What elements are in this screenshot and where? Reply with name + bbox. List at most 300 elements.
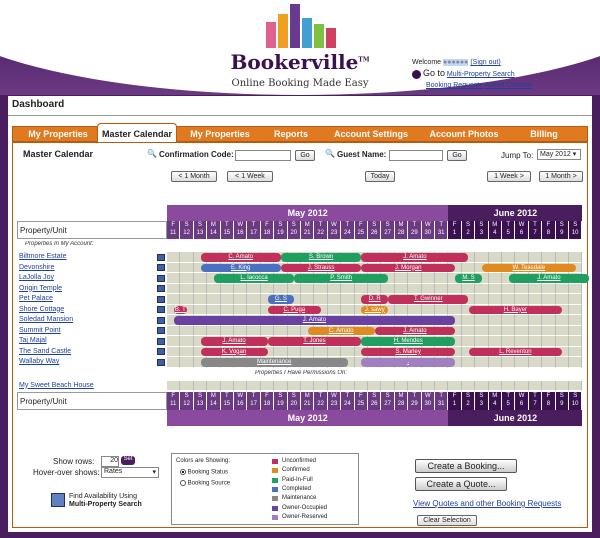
prev-month-button[interactable]: < 1 Month: [171, 171, 217, 182]
calendar-cell[interactable]: [475, 315, 488, 326]
calendar-cell[interactable]: [435, 284, 448, 295]
calendar-cell[interactable]: [569, 315, 582, 326]
day-header[interactable]: S 2: [462, 392, 475, 410]
calendar-cell[interactable]: [569, 336, 582, 347]
calendar-cell[interactable]: [529, 381, 542, 392]
booking-bar[interactable]: H. Mendes: [361, 337, 455, 346]
calendar-cell[interactable]: [489, 326, 502, 337]
booking-bar[interactable]: Maintenance: [201, 358, 348, 367]
booking-bar[interactable]: J. Amato: [361, 253, 468, 262]
booking-bar[interactable]: M. S: [455, 274, 482, 283]
calendar-cell[interactable]: [408, 273, 421, 284]
booking-bar[interactable]: L. Reventon: [469, 348, 563, 357]
show-rows-input[interactable]: 20: [101, 456, 119, 467]
property-link[interactable]: Shore Cottage: [19, 305, 65, 313]
calendar-cell[interactable]: [207, 294, 220, 305]
calendar-cell[interactable]: [569, 305, 582, 316]
calendar-cell[interactable]: [529, 357, 542, 368]
booking-bar[interactable]: C. Amato: [201, 253, 281, 262]
calendar-cell[interactable]: [542, 294, 555, 305]
calendar-cell[interactable]: [167, 294, 180, 305]
calendar-icon[interactable]: [157, 348, 165, 355]
calendar-cell[interactable]: [167, 284, 180, 295]
day-header[interactable]: W 30: [422, 221, 435, 239]
calendar-cell[interactable]: [194, 284, 207, 295]
calendar-icon[interactable]: [157, 359, 165, 366]
next-week-button[interactable]: 1 Week >: [487, 171, 531, 182]
calendar-cell[interactable]: [529, 315, 542, 326]
calendar-cell[interactable]: [368, 381, 381, 392]
calendar-cell[interactable]: [408, 305, 421, 316]
day-header[interactable]: W 16: [234, 221, 247, 239]
booking-bar[interactable]: S. Brown: [281, 253, 361, 262]
calendar-cell[interactable]: [355, 381, 368, 392]
day-header[interactable]: W 30: [422, 392, 435, 410]
calendar-cell[interactable]: [167, 347, 180, 358]
calendar-cell[interactable]: [462, 326, 475, 337]
calendar-cell[interactable]: [274, 381, 287, 392]
property-link[interactable]: Devonshire: [19, 263, 55, 271]
property-link[interactable]: Summit Point: [19, 326, 61, 334]
calendar-cell[interactable]: [462, 381, 475, 392]
booking-bar[interactable]: W. Teasdale: [482, 264, 576, 273]
day-header[interactable]: S 3: [475, 392, 488, 410]
calendar-cell[interactable]: [247, 326, 260, 337]
clear-selection-button[interactable]: Clear Selection: [417, 515, 477, 526]
booking-bar[interactable]: B. T: [174, 306, 186, 313]
calendar-cell[interactable]: [529, 336, 542, 347]
calendar-cell[interactable]: [180, 347, 193, 358]
calendar-cell[interactable]: [180, 294, 193, 305]
calendar-cell[interactable]: [341, 284, 354, 295]
calendar-cell[interactable]: [475, 357, 488, 368]
calendar-cell[interactable]: [274, 284, 287, 295]
property-link[interactable]: The Sand Castle: [19, 347, 72, 355]
calendar-cell[interactable]: [381, 284, 394, 295]
calendar-cell[interactable]: [328, 305, 341, 316]
day-header[interactable]: T 17: [247, 392, 260, 410]
day-header[interactable]: T 17: [247, 221, 260, 239]
calendar-cell[interactable]: [569, 326, 582, 337]
jump-select[interactable]: [537, 149, 581, 160]
calendar-cell[interactable]: [261, 284, 274, 295]
calendar-cell[interactable]: [274, 326, 287, 337]
calendar-cell[interactable]: [569, 357, 582, 368]
day-header[interactable]: S 27: [381, 221, 394, 239]
calendar-cell[interactable]: [515, 252, 528, 263]
multi-property-search-link[interactable]: Multi-Property Search: [446, 71, 515, 78]
calendar-cell[interactable]: [194, 326, 207, 337]
calendar-cell[interactable]: [542, 357, 555, 368]
calendar-cell[interactable]: [194, 294, 207, 305]
calendar-cell[interactable]: [234, 294, 247, 305]
calendar-cell[interactable]: [180, 252, 193, 263]
day-header[interactable]: S 12: [180, 221, 193, 239]
calendar-cell[interactable]: [234, 381, 247, 392]
calendar-cell[interactable]: [502, 381, 515, 392]
calendar-cell[interactable]: [167, 252, 180, 263]
calendar-cell[interactable]: [395, 273, 408, 284]
calendar-cell[interactable]: [569, 347, 582, 358]
calendar-cell[interactable]: [475, 381, 488, 392]
calendar-cell[interactable]: [341, 381, 354, 392]
calendar-cell[interactable]: [515, 315, 528, 326]
calendar-cell[interactable]: [180, 357, 193, 368]
today-button[interactable]: Today: [365, 171, 395, 182]
day-header[interactable]: F 1: [448, 392, 461, 410]
day-header[interactable]: F 18: [261, 392, 274, 410]
booking-bar[interactable]: J. Strauss: [281, 264, 361, 273]
calendar-cell[interactable]: [529, 294, 542, 305]
day-header[interactable]: F 1: [448, 221, 461, 239]
calendar-cell[interactable]: [542, 381, 555, 392]
calendar-icon[interactable]: [157, 296, 165, 303]
calendar-cell[interactable]: [462, 336, 475, 347]
calendar-cell[interactable]: [489, 284, 502, 295]
booking-bar[interactable]: T. Jones: [268, 337, 362, 346]
calendar-cell[interactable]: [234, 326, 247, 337]
booking-bar[interactable]: J. sawy: [361, 306, 388, 315]
calendar-cell[interactable]: [556, 336, 569, 347]
calendar-cell[interactable]: [381, 381, 394, 392]
calendar-cell[interactable]: [422, 284, 435, 295]
calendar-cell[interactable]: [529, 326, 542, 337]
day-header[interactable]: S 12: [180, 392, 193, 410]
tab-account-settings[interactable]: Account Settings: [333, 129, 408, 139]
calendar-cell[interactable]: [542, 326, 555, 337]
calendar-cell[interactable]: [395, 381, 408, 392]
day-header[interactable]: M 21: [301, 392, 314, 410]
day-header[interactable]: W 6: [515, 221, 528, 239]
calendar-cell[interactable]: [247, 294, 260, 305]
calendar-cell[interactable]: [502, 326, 515, 337]
calendar-cell[interactable]: [180, 336, 193, 347]
day-header[interactable]: T 29: [408, 221, 421, 239]
property-link[interactable]: Pet Palace: [19, 295, 53, 302]
calendar-cell[interactable]: [435, 305, 448, 316]
calendar-cell[interactable]: [288, 347, 301, 358]
day-header[interactable]: M 21: [301, 221, 314, 239]
calendar-cell[interactable]: [542, 315, 555, 326]
booking-bar[interactable]: S. Marley: [361, 348, 455, 357]
calendar-cell[interactable]: [489, 252, 502, 263]
calendar-cell[interactable]: [247, 381, 260, 392]
calendar-cell[interactable]: [301, 294, 314, 305]
calendar-cell[interactable]: [288, 326, 301, 337]
sign-out-link[interactable]: (Sign out): [470, 59, 501, 66]
calendar-cell[interactable]: [515, 294, 528, 305]
calendar-cell[interactable]: [475, 326, 488, 337]
prev-week-button[interactable]: < 1 Week: [227, 171, 273, 182]
booking-requests-link[interactable]: Booking Requests: [426, 82, 483, 89]
calendar-cell[interactable]: [395, 305, 408, 316]
day-header[interactable]: F 11: [167, 392, 180, 410]
booking-bar[interactable]: G. S: [268, 295, 295, 304]
calendar-cell[interactable]: [422, 273, 435, 284]
calendar-cell[interactable]: [475, 284, 488, 295]
day-header[interactable]: T 31: [435, 221, 448, 239]
tab-reports[interactable]: Reports: [273, 129, 308, 139]
calendar-cell[interactable]: [328, 284, 341, 295]
find-availability[interactable]: [69, 493, 142, 509]
property-link[interactable]: Biltmore Estate: [19, 253, 67, 260]
calendar-cell[interactable]: [556, 357, 569, 368]
create-booking-button[interactable]: Create a Booking...: [415, 459, 517, 473]
day-header[interactable]: W 23: [328, 221, 341, 239]
booking-bar[interactable]: P. Smith: [294, 274, 388, 283]
calendar-cell[interactable]: [341, 305, 354, 316]
confirmation-input[interactable]: [235, 150, 291, 161]
booking-bar[interactable]: J. Amato: [509, 274, 589, 283]
day-header[interactable]: T 29: [408, 392, 421, 410]
calendar-cell[interactable]: [408, 381, 421, 392]
calendar-cell[interactable]: [489, 381, 502, 392]
calendar-cell[interactable]: [341, 347, 354, 358]
calendar-cell[interactable]: [355, 284, 368, 295]
day-header[interactable]: F 11: [167, 221, 180, 239]
calendar-icon[interactable]: [157, 317, 165, 324]
day-header[interactable]: S 10: [569, 221, 582, 239]
calendar-cell[interactable]: [328, 381, 341, 392]
calendar-cell[interactable]: [314, 284, 327, 295]
day-header[interactable]: W 23: [328, 392, 341, 410]
create-quote-button[interactable]: Create a Quote...: [415, 477, 507, 491]
confirmation-go-button[interactable]: Go: [295, 150, 315, 161]
calendar-cell[interactable]: [502, 294, 515, 305]
property-link[interactable]: Wallaby Way: [19, 358, 60, 365]
calendar-cell[interactable]: [422, 381, 435, 392]
booking-bar[interactable]: L. Iacocca: [214, 274, 294, 283]
calendar-cell[interactable]: [475, 252, 488, 263]
calendar-cell[interactable]: [194, 273, 207, 284]
calendar-cell[interactable]: [502, 357, 515, 368]
calendar-cell[interactable]: [408, 284, 421, 295]
calendar-cell[interactable]: [448, 305, 461, 316]
booking-bar[interactable]: K. Vogan: [201, 348, 268, 357]
logo[interactable]: [230, 4, 370, 94]
set-button[interactable]: Set: [121, 456, 135, 465]
calendar-icon[interactable]: [157, 338, 165, 345]
day-header[interactable]: S 9: [556, 221, 569, 239]
day-header[interactable]: T 15: [221, 221, 234, 239]
calendar-icon[interactable]: [157, 264, 165, 271]
calendar-cell[interactable]: [462, 284, 475, 295]
day-header[interactable]: W 6: [515, 392, 528, 410]
calendar-cell[interactable]: [515, 381, 528, 392]
booking-bar[interactable]: J. Amato: [174, 316, 455, 325]
day-header[interactable]: S 19: [274, 221, 287, 239]
calendar-cell[interactable]: [502, 252, 515, 263]
calendar-cell[interactable]: [221, 305, 234, 316]
calendar-cell[interactable]: [221, 381, 234, 392]
day-header[interactable]: S 20: [288, 392, 301, 410]
calendar-cell[interactable]: [194, 305, 207, 316]
calendar-cell[interactable]: [462, 357, 475, 368]
day-header[interactable]: M 4: [489, 221, 502, 239]
calendar-cell[interactable]: [314, 294, 327, 305]
day-header[interactable]: S 19: [274, 392, 287, 410]
calendar-cell[interactable]: [422, 305, 435, 316]
calendar-icon[interactable]: [157, 254, 165, 261]
guest-go-button[interactable]: Go: [447, 150, 467, 161]
day-header[interactable]: M 28: [395, 392, 408, 410]
calendar-cell[interactable]: [502, 315, 515, 326]
day-header[interactable]: S 13: [194, 221, 207, 239]
calendar-cell[interactable]: [435, 273, 448, 284]
calendar-cell[interactable]: [341, 294, 354, 305]
property-link[interactable]: LaJolla Joy: [19, 274, 55, 281]
calendar-cell[interactable]: [207, 326, 220, 337]
calendar-cell[interactable]: [556, 252, 569, 263]
admin-console-link[interactable]: Admin Console: [484, 82, 532, 89]
calendar-cell[interactable]: [194, 381, 207, 392]
calendar-cell[interactable]: [288, 284, 301, 295]
calendar-cell[interactable]: [247, 305, 260, 316]
day-header[interactable]: T 24: [341, 392, 354, 410]
calendar-icon[interactable]: [157, 285, 165, 292]
calendar-cell[interactable]: [301, 284, 314, 295]
next-month-button[interactable]: 1 Month >: [539, 171, 583, 182]
calendar-cell[interactable]: [556, 284, 569, 295]
calendar-cell[interactable]: [489, 357, 502, 368]
booking-bar[interactable]: E. King: [201, 264, 281, 273]
calendar-cell[interactable]: [207, 305, 220, 316]
calendar-cell[interactable]: [569, 284, 582, 295]
calendar-cell[interactable]: [207, 381, 220, 392]
calendar-cell[interactable]: [221, 284, 234, 295]
calendar-cell[interactable]: [435, 381, 448, 392]
booking-bar[interactable]: C. Puga: [268, 306, 322, 315]
day-header[interactable]: W 16: [234, 392, 247, 410]
property-link[interactable]: My Sweet Beach House: [19, 381, 94, 389]
calendar-cell[interactable]: [489, 315, 502, 326]
booking-bar[interactable]: C. Amato: [308, 327, 375, 336]
calendar-cell[interactable]: [475, 336, 488, 347]
calendar-icon[interactable]: [157, 306, 165, 313]
calendar-cell[interactable]: [301, 347, 314, 358]
day-header[interactable]: T 22: [314, 221, 327, 239]
calendar-cell[interactable]: [167, 326, 180, 337]
day-header[interactable]: F 8: [542, 221, 555, 239]
calendar-cell[interactable]: [167, 263, 180, 274]
day-header[interactable]: S 26: [368, 392, 381, 410]
day-header[interactable]: S 26: [368, 221, 381, 239]
calendar-cell[interactable]: [569, 381, 582, 392]
calendar-cell[interactable]: [515, 336, 528, 347]
day-header[interactable]: S 13: [194, 392, 207, 410]
booking-bar[interactable]: J. Morgan: [361, 264, 455, 273]
calendar-cell[interactable]: [489, 273, 502, 284]
calendar-cell[interactable]: [247, 284, 260, 295]
calendar-cell[interactable]: [368, 284, 381, 295]
calendar-cell[interactable]: [167, 273, 180, 284]
calendar-cell[interactable]: [448, 284, 461, 295]
calendar-cell[interactable]: [569, 252, 582, 263]
calendar-cell[interactable]: [556, 294, 569, 305]
hover-select[interactable]: [101, 467, 159, 478]
calendar-cell[interactable]: [301, 381, 314, 392]
calendar-cell[interactable]: [529, 252, 542, 263]
calendar-cell[interactable]: [167, 381, 180, 392]
calendar-cell[interactable]: [515, 284, 528, 295]
calendar-cell[interactable]: [234, 305, 247, 316]
calendar-cell[interactable]: [180, 273, 193, 284]
day-header[interactable]: S 20: [288, 221, 301, 239]
day-header[interactable]: T 5: [502, 221, 515, 239]
day-header[interactable]: T 5: [502, 392, 515, 410]
day-header[interactable]: M 4: [489, 392, 502, 410]
calendar-cell[interactable]: [556, 326, 569, 337]
calendar-cell[interactable]: [221, 326, 234, 337]
tab-my-properties[interactable]: My Properties: [28, 129, 88, 139]
calendar-cell[interactable]: [542, 284, 555, 295]
calendar-cell[interactable]: [462, 315, 475, 326]
calendar-cell[interactable]: [180, 326, 193, 337]
calendar-cell[interactable]: [167, 357, 180, 368]
calendar-cell[interactable]: [261, 381, 274, 392]
calendar-cell[interactable]: [234, 284, 247, 295]
booking-bar[interactable]: J. Amato: [201, 337, 268, 346]
calendar-cell[interactable]: [515, 326, 528, 337]
booking-bar[interactable]: D. R: [361, 295, 388, 304]
radio-booking-status[interactable]: [180, 469, 228, 476]
calendar-cell[interactable]: [489, 336, 502, 347]
day-header[interactable]: S 2: [462, 221, 475, 239]
calendar-cell[interactable]: [502, 284, 515, 295]
day-header[interactable]: M 28: [395, 221, 408, 239]
day-header[interactable]: F 8: [542, 392, 555, 410]
day-header[interactable]: T 7: [529, 392, 542, 410]
booking-bar[interactable]: J. Amato: [375, 327, 455, 336]
calendar-cell[interactable]: [167, 336, 180, 347]
calendar-cell[interactable]: [569, 294, 582, 305]
day-header[interactable]: T 22: [314, 392, 327, 410]
calendar-cell[interactable]: [542, 252, 555, 263]
calendar-cell[interactable]: [328, 347, 341, 358]
booking-bar[interactable]: .: [361, 358, 455, 367]
day-header[interactable]: F 25: [355, 392, 368, 410]
calendar-icon[interactable]: [157, 327, 165, 334]
calendar-cell[interactable]: [489, 294, 502, 305]
calendar-cell[interactable]: [328, 294, 341, 305]
guest-input[interactable]: [389, 150, 443, 161]
day-header[interactable]: T 24: [341, 221, 354, 239]
calendar-cell[interactable]: [448, 381, 461, 392]
view-quotes-link[interactable]: View Quotes and other Booking Requests: [413, 499, 562, 508]
day-header[interactable]: M 14: [207, 221, 220, 239]
calendar-cell[interactable]: [207, 284, 220, 295]
calendar-cell[interactable]: [462, 263, 475, 274]
day-header[interactable]: T 31: [435, 392, 448, 410]
day-header[interactable]: S 10: [569, 392, 582, 410]
day-header[interactable]: S 9: [556, 392, 569, 410]
tab-billing[interactable]: Billing: [530, 129, 558, 139]
day-header[interactable]: M 14: [207, 392, 220, 410]
day-header[interactable]: S 27: [381, 392, 394, 410]
day-header[interactable]: T 15: [221, 392, 234, 410]
calendar-icon[interactable]: [157, 275, 165, 282]
calendar-cell[interactable]: [314, 381, 327, 392]
multi-search-icon[interactable]: [51, 493, 65, 507]
day-header[interactable]: S 3: [475, 221, 488, 239]
calendar-cell[interactable]: [180, 284, 193, 295]
calendar-cell[interactable]: [180, 263, 193, 274]
calendar-cell[interactable]: [274, 347, 287, 358]
calendar-cell[interactable]: [556, 381, 569, 392]
calendar-cell[interactable]: [475, 294, 488, 305]
calendar-cell[interactable]: [314, 347, 327, 358]
booking-bar[interactable]: T. Gwinner: [388, 295, 468, 304]
